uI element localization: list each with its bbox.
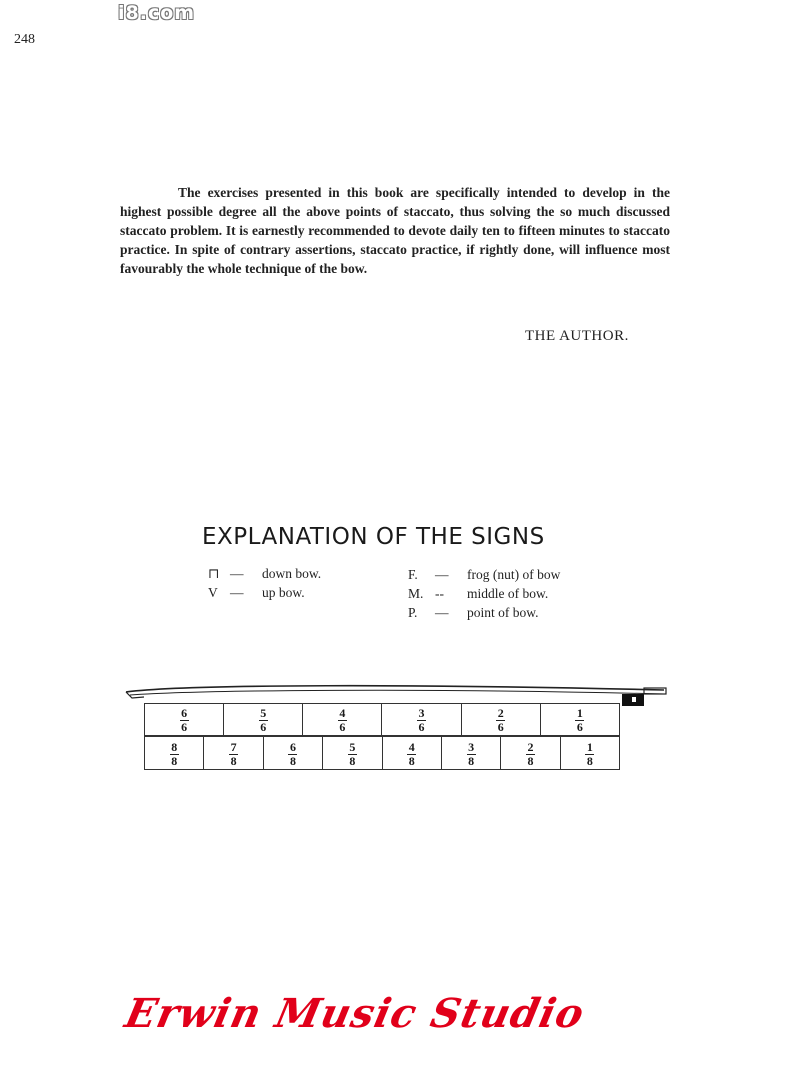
bow-hair — [130, 690, 664, 695]
sixth-cell: $\frac{3}{6}$ — [382, 704, 461, 736]
sign-frog — [408, 567, 560, 583]
sign-dash: — — [230, 566, 244, 581]
bow-eighths-row — [144, 736, 620, 770]
sign-point — [408, 605, 539, 621]
sign-text: point of bow. — [467, 605, 539, 620]
page-number: 248 — [14, 32, 35, 47]
up-bow-icon: V — [208, 585, 218, 600]
body-paragraph: The exercises presented in this book are specifically intended to develop in the highest possible degree all the above points of staccato, thus solving the so much discussed staccato problem. It is earnestly recommended to devote daily ten to fifteen minutes to staccato practice. In spite of contrary assertions, staccato practice, if rightly done, will influence most favourably the whole technique of the bow. — [120, 185, 670, 276]
sign-text: frog (nut) of bow — [467, 567, 561, 582]
sign-dash: — — [435, 605, 449, 620]
eighth-cell: $\frac{2}{8}$ — [501, 737, 560, 770]
sign-text: down bow. — [262, 566, 322, 581]
eighth-cell: $\frac{1}{8}$ — [560, 737, 619, 770]
sign-dash: -- — [435, 586, 444, 601]
sign-dash: — — [230, 585, 244, 600]
eighth-cell: $\frac{4}{8}$ — [382, 737, 441, 770]
eighth-cell: $\frac{3}{8}$ — [441, 737, 500, 770]
sign-text: up bow. — [262, 585, 305, 600]
sixth-cell: $\frac{1}{6}$ — [540, 704, 619, 736]
bow-frog-eye — [632, 697, 636, 702]
author-signature: THE AUTHOR. — [525, 328, 629, 344]
sign-down-bow — [208, 566, 321, 582]
sixth-cell: $\frac{2}{6}$ — [461, 704, 540, 736]
sign-abbr: M. — [408, 586, 424, 601]
site-watermark: i8.com — [118, 2, 196, 24]
sixth-cell: $\frac{4}{6}$ — [303, 704, 382, 736]
sign-abbr: P. — [408, 605, 418, 620]
sign-abbr: F. — [408, 567, 418, 582]
sign-up-bow — [208, 585, 305, 601]
bow-sixths-row — [144, 703, 620, 736]
sign-text: middle of bow. — [467, 586, 549, 601]
sign-dash: — — [435, 567, 449, 582]
signs-heading: EXPLANATION OF THE SIGNS — [202, 524, 545, 550]
sixth-cell: $\frac{5}{6}$ — [224, 704, 303, 736]
eighth-cell: $\frac{6}{8}$ — [263, 737, 322, 770]
bow-stick — [126, 686, 664, 692]
studio-logo: Erwin Music Studio — [121, 990, 589, 1037]
eighth-cell: $\frac{7}{8}$ — [204, 737, 263, 770]
eighth-cell: $\frac{5}{8}$ — [323, 737, 382, 770]
sixth-cell: $\frac{6}{6}$ — [145, 704, 224, 736]
eighth-cell: $\frac{8}{8}$ — [145, 737, 204, 770]
down-bow-icon: ⊓ — [208, 566, 220, 581]
sign-middle — [408, 586, 548, 602]
